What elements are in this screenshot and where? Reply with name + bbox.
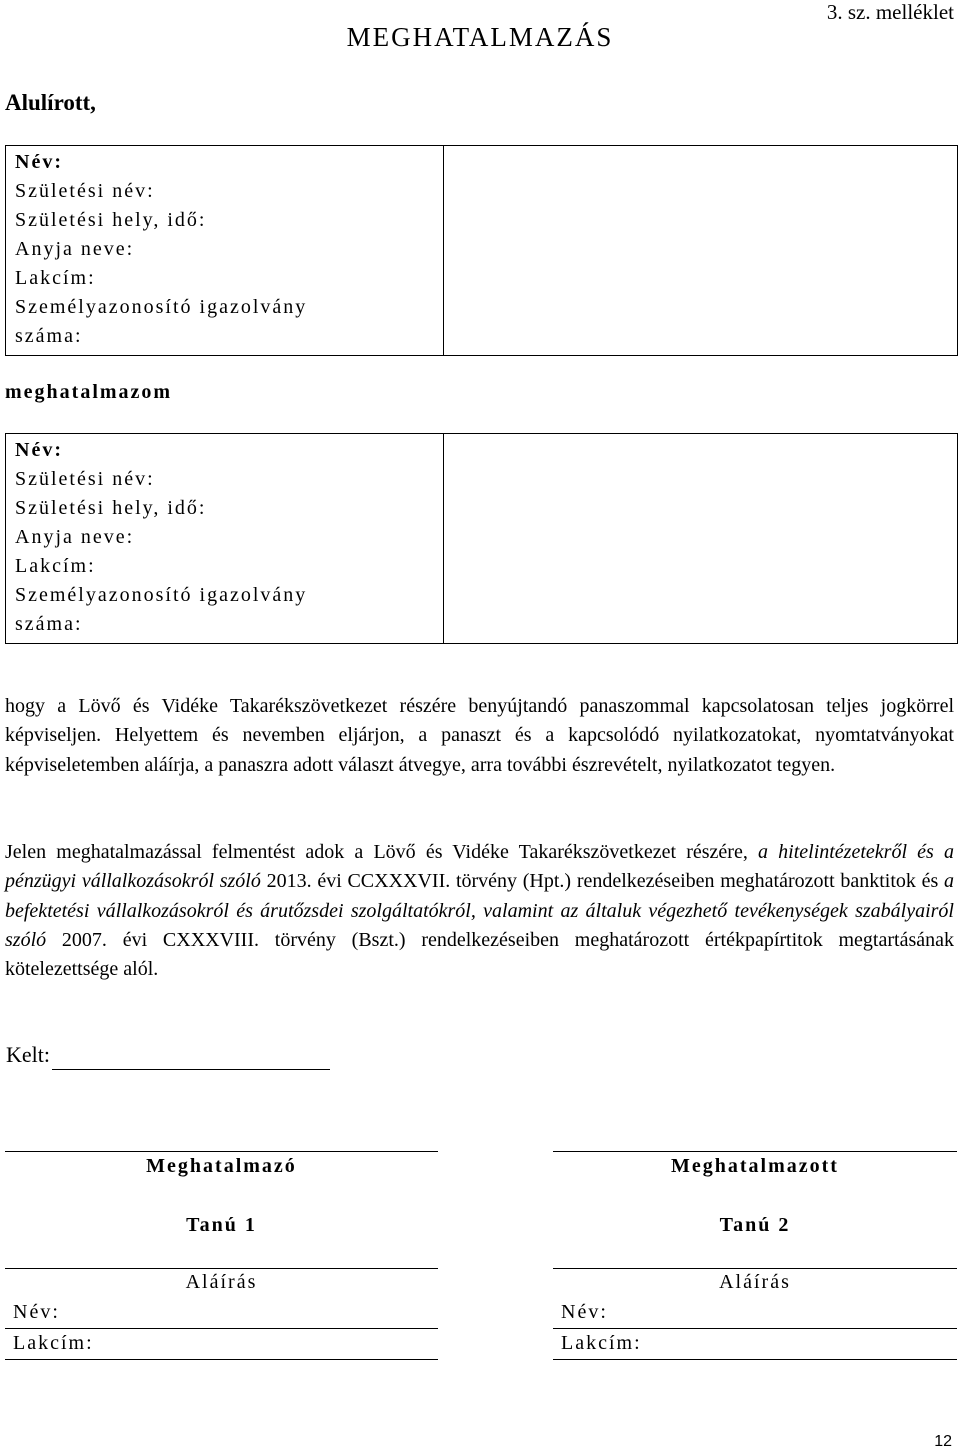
principal-id-label-2: száma: — [15, 325, 83, 347]
agent-birth-name-label: Születési név: — [15, 468, 155, 490]
agent-labels — [6, 434, 444, 644]
bszt-title: a befektetési vállalkozásokról és árutőzsdei szolgáltatókról, valamint az általuk végezhető tevékenységek szabályairól szóló — [5, 870, 954, 951]
document-title: MEGHATALMAZÁS — [346, 22, 614, 52]
principal-table — [5, 145, 958, 356]
witness1-label: Tanú 1 — [186, 1214, 257, 1236]
witness2-label: Tanú 2 — [719, 1214, 791, 1236]
principal-data-cell[interactable] — [444, 146, 958, 356]
intro-text: Alulírott, — [5, 90, 96, 115]
witness2-sign-caption: Aláírás — [719, 1271, 791, 1293]
paragraph-representation: hogy a Lövő és Vidéke Takarékszövetkezet részére benyújtandó panaszommal kapcsolatosan teljes jogkörrel képviseljen. Helyettem és nevemben eljárjon, a panaszt és a kapcsolódó nyilatkozatokat, nyomtatványokat képviseletemben aláírja, a panaszra adott választ átvegye, arra további észrevételt, nyilatkozatot tegyen. — [5, 695, 954, 776]
kelt-label: Kelt: — [6, 1042, 50, 1067]
principal-birth-name-label: Születési név: — [15, 180, 155, 202]
principal-labels — [6, 146, 444, 356]
principal-mother-name-label: Anyja neve: — [15, 238, 135, 260]
agent-address-label: Lakcím: — [15, 555, 96, 577]
agent-signature-line[interactable] — [553, 1151, 957, 1152]
witness1-address-label: Lakcím: — [13, 1332, 94, 1354]
witness1-address-line[interactable] — [5, 1359, 438, 1360]
agent-mother-name-label: Anyja neve: — [15, 526, 135, 548]
agent-name-label: Név: — [15, 439, 63, 461]
principal-signature-label: Meghatalmazó — [146, 1155, 297, 1177]
waiver-text-2: 2013. évi CCXXXVII. törvény (Hpt.) rendelkezéseiben meghatározott banktitok és — [260, 870, 944, 893]
witness1-name-line[interactable] — [5, 1328, 438, 1329]
agent-id-label: Személyazonosító igazolvány — [15, 584, 308, 606]
kelt-date-line[interactable] — [52, 1069, 330, 1070]
witness1-name-label: Név: — [13, 1301, 60, 1323]
principal-signature-line[interactable] — [5, 1151, 438, 1152]
authorize-word: meghatalmazom — [5, 381, 173, 403]
witness2-signature-line[interactable] — [553, 1268, 957, 1269]
principal-id-label: Személyazonosító igazolvány — [15, 296, 308, 318]
principal-birth-place-label: Születési hely, idő: — [15, 209, 207, 231]
page-number: 12 — [934, 1433, 952, 1450]
waiver-text-3: 2007. évi CXXXVIII. törvény (Bszt.) rendelkezéseiben meghatározott értékpapírtitok megtartásának kötelezettsége alól. — [5, 928, 954, 981]
agent-data-cell[interactable] — [444, 434, 958, 644]
witness2-name-label: Név: — [561, 1301, 608, 1323]
agent-signature-label: Meghatalmazott — [671, 1155, 839, 1177]
hpt-title: a hitelintézetekről és a pénzügyi vállalkozásokról szóló — [5, 841, 954, 893]
witness2-name-line[interactable] — [553, 1328, 957, 1329]
witness2-address-label: Lakcím: — [561, 1332, 642, 1354]
witness1-signature-line[interactable] — [5, 1268, 438, 1269]
principal-name-label: Név: — [15, 151, 63, 173]
witness1-sign-caption: Aláírás — [185, 1271, 258, 1293]
witness2-address-line[interactable] — [553, 1359, 957, 1360]
principal-address-label: Lakcím: — [15, 267, 96, 289]
annex-label: 3. sz. melléklet — [826, 0, 954, 24]
agent-birth-place-label: Születési hely, idő: — [15, 497, 207, 519]
paragraph-secrecy-waiver — [5, 838, 954, 984]
agent-table — [5, 433, 958, 644]
agent-id-label-2: száma: — [15, 613, 83, 635]
waiver-text-1: Jelen meghatalmazással felmentést adok a Lövő és Vidéke Takarékszövetkezet részére, — [5, 841, 758, 863]
